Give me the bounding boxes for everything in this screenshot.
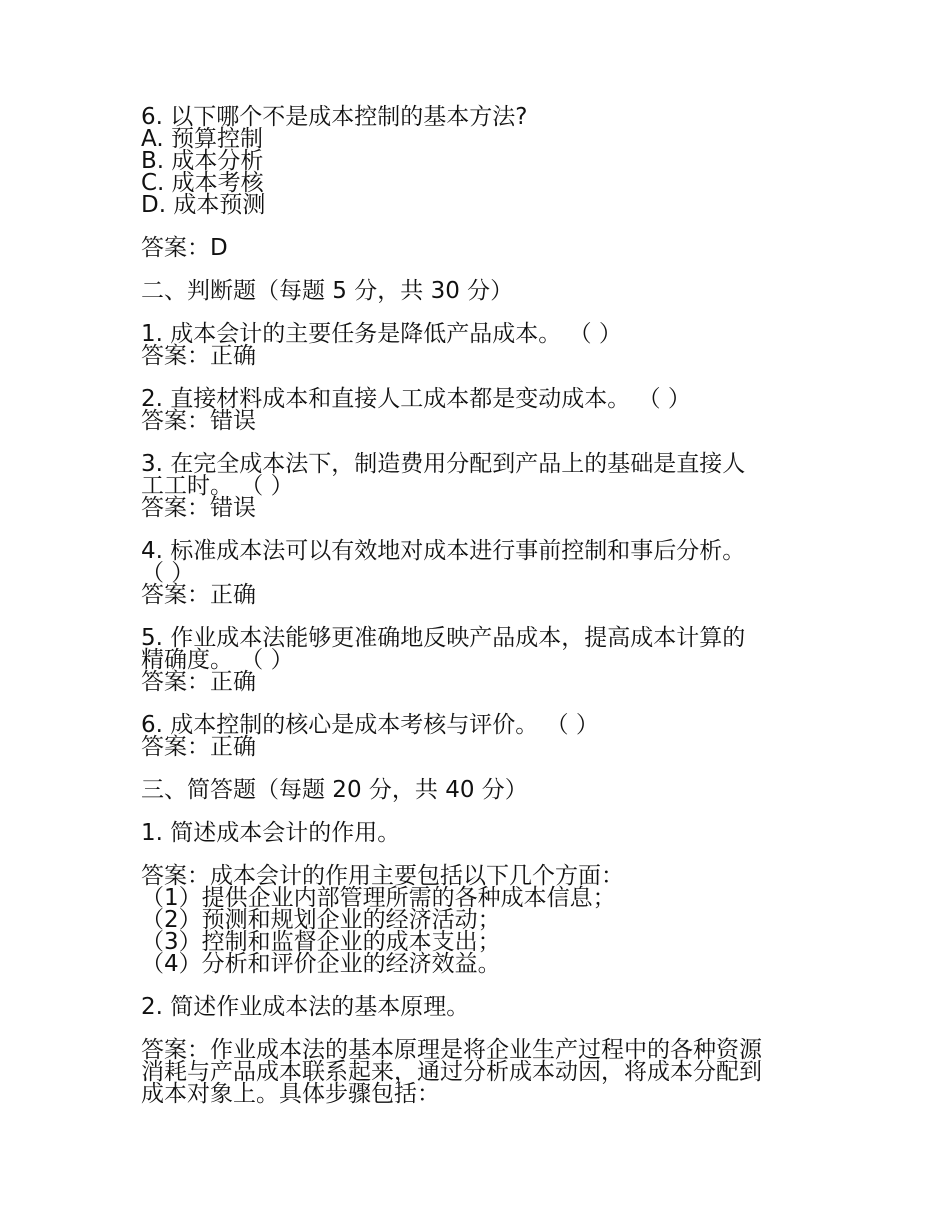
answer-line-2: 消耗与产品成本联系起来，通过分析成本动因，将成本分配到	[141, 1059, 762, 1085]
section-heading-short-answer: 三、简答题（每题 20 分，共 40 分）	[141, 777, 528, 803]
document-page	[141, 106, 821, 1105]
answer-text: 答案：正确	[141, 582, 256, 608]
section-heading-true-false: 二、判断题（每题 5 分，共 30 分）	[141, 278, 514, 304]
question-text: 2. 直接材料成本和直接人工成本都是变动成本。 （ ）	[141, 386, 691, 412]
answer-line-1: 答案：作业成本法的基本原理是将企业生产过程中的各种资源	[141, 1037, 762, 1063]
question-text: 1. 简述成本会计的作用。	[141, 820, 401, 846]
tf-item-4	[141, 540, 821, 606]
tf-item-1	[141, 323, 821, 367]
question-text: 6. 以下哪个不是成本控制的基本方法?	[141, 104, 528, 130]
question-text-line-1: 4. 标准成本法可以有效地对成本进行事前控制和事后分析。	[141, 538, 746, 564]
answer-text: 答案：正确	[141, 734, 256, 760]
question-text: 6. 成本控制的核心是成本考核与评价。 （ ）	[141, 712, 599, 738]
answer-text: 答案：D	[141, 235, 228, 261]
answer-line-3: 成本对象上。具体步骤包括：	[141, 1081, 440, 1107]
answer-text: 答案：正确	[141, 669, 256, 695]
tf-item-5	[141, 627, 821, 693]
answer-line-5: （4）分析和评价企业的经济效益。	[141, 951, 501, 977]
question-text-line-1: 3. 在完全成本法下，制造费用分配到产品上的基础是直接人	[141, 451, 746, 477]
question-text: 2. 简述作业成本法的基本原理。	[141, 994, 470, 1020]
option-c: C. 成本考核	[141, 170, 264, 196]
answer-line-4: （3）控制和监督企业的成本支出；	[141, 929, 501, 955]
tf-item-2	[141, 388, 821, 432]
tf-item-6	[141, 714, 821, 758]
mc-question-6	[141, 106, 821, 259]
question-text-line-2: 精确度。 （ ）	[141, 647, 294, 673]
question-text-line-1: 5. 作业成本法能够更准确地反映产品成本，提高成本计算的	[141, 625, 746, 651]
answer-text: 答案：错误	[141, 495, 256, 521]
sa-item-1	[141, 822, 821, 975]
tf-item-3	[141, 453, 821, 519]
answer-line-1: 答案：成本会计的作用主要包括以下几个方面：	[141, 863, 624, 889]
option-d: D. 成本预测	[141, 192, 266, 218]
answer-line-2: （1）提供企业内部管理所需的各种成本信息；	[141, 885, 616, 911]
answer-text: 答案：正确	[141, 343, 256, 369]
answer-text: 答案：错误	[141, 408, 256, 434]
sa-item-2	[141, 996, 821, 1105]
answer-line-3: （2）预测和规划企业的经济活动；	[141, 907, 501, 933]
question-text-line-2: （ ）	[141, 560, 195, 586]
option-a: A. 预算控制	[141, 126, 263, 152]
question-text-line-2: 工工时。 （ ）	[141, 473, 294, 499]
option-b: B. 成本分析	[141, 148, 264, 174]
question-text: 1. 成本会计的主要任务是降低产品成本。 （ ）	[141, 321, 622, 347]
